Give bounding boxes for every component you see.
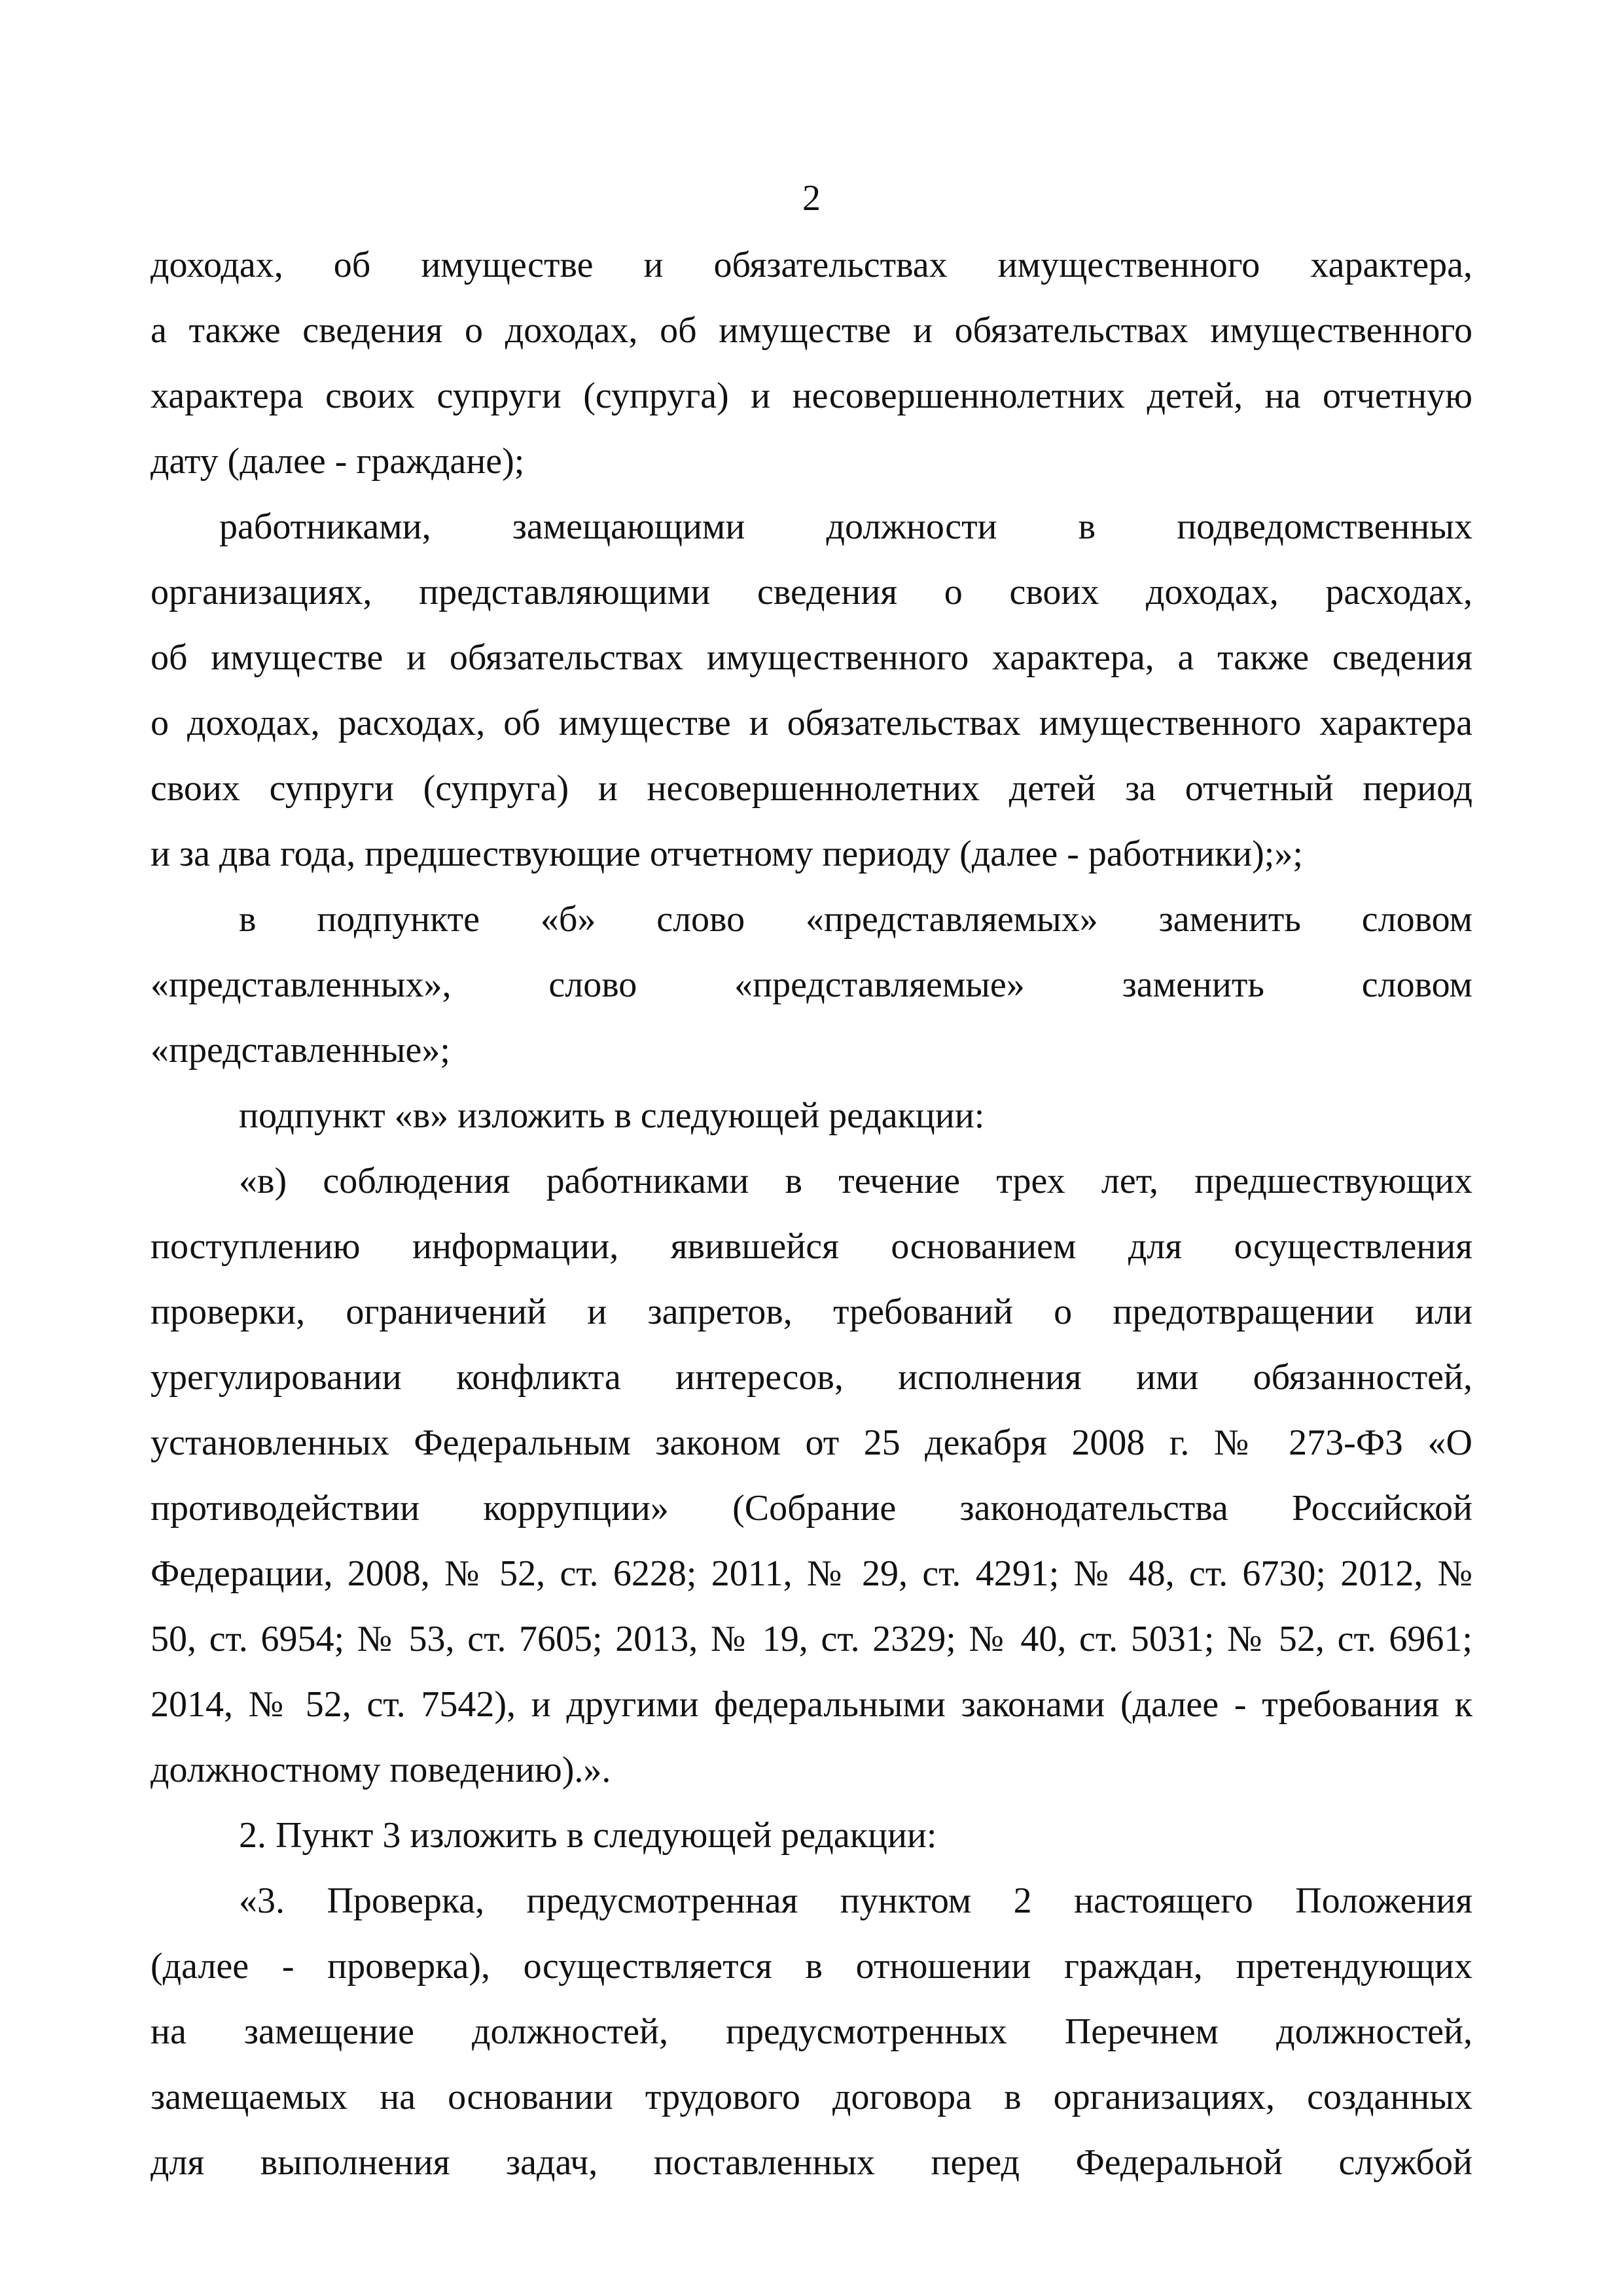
text-line: должностному поведению).». xyxy=(151,1750,611,1790)
text-line: для выполнения задач, поставленных перед Федеральной службой xyxy=(151,2142,1472,2183)
text-line: установленных Федеральным законом от 25 декабря 2008 г. № 273-ФЗ «О xyxy=(151,1422,1472,1463)
text-line: 2. Пункт 3 изложить в следующей редакции: xyxy=(239,1815,937,1856)
paragraph-workers xyxy=(151,494,1472,887)
text-line: «в) соблюдения работниками в течение трех лет, предшествующих xyxy=(239,1161,1472,1201)
document-body xyxy=(151,232,1472,2195)
text-line: Федерации, 2008, № 52, ст. 6228; 2011, № 29, ст. 4291; № 48, ст. 6730; 2012, № xyxy=(151,1553,1472,1594)
text-line: дату (далее - граждане); xyxy=(151,441,525,482)
paragraph-subpoint-v-text xyxy=(151,1148,1472,1803)
text-line: и за два года, предшествующие отчетному периоду (далее - работники);»; xyxy=(151,834,1303,874)
text-line: «3. Проверка, предусмотренная пунктом 2 настоящего Положения xyxy=(239,1881,1472,1921)
page-number: 2 xyxy=(802,178,821,219)
text-line: на замещение должностей, предусмотренных Перечнем должностей, xyxy=(151,2011,1472,2052)
text-line: «представленные»; xyxy=(151,1030,450,1070)
paragraph-subpoint-v-intro xyxy=(151,1083,1472,1148)
paragraph-point-3-text xyxy=(151,1868,1472,2195)
text-line: характера своих супруги (супруга) и несовершеннолетних детей, на отчетную xyxy=(151,376,1472,416)
paragraph-subpoint-b xyxy=(151,887,1472,1083)
text-line: доходах, об имуществе и обязательствах имущественного характера, xyxy=(151,245,1472,285)
text-line: организациях, представляющими сведения о своих доходах, расходах, xyxy=(151,572,1472,612)
text-line: своих супруги (супруга) и несовершеннолетних детей за отчетный период xyxy=(151,768,1472,809)
text-line: 2014, № 52, ст. 7542), и другими федеральными законами (далее - требования к xyxy=(151,1684,1472,1725)
text-line: противодействии коррупции» (Собрание законодательства Российской xyxy=(151,1488,1472,1528)
text-line: урегулировании конфликта интересов, исполнения ими обязанностей, xyxy=(151,1357,1472,1398)
text-line: о доходах, расходах, об имуществе и обязательствах имущественного характера xyxy=(151,703,1472,743)
text-line: «представленных», слово «представляемые» заменить словом xyxy=(151,964,1472,1005)
paragraph-point-2 xyxy=(151,1803,1472,1868)
text-line: в подпункте «б» слово «представляемых» заменить словом xyxy=(239,899,1472,940)
text-line: 50, ст. 6954; № 53, ст. 7605; 2013, № 19, ст. 2329; № 40, ст. 5031; № 52, ст. 6961; xyxy=(151,1619,1472,1659)
text-line: подпункт «в» изложить в следующей редакции: xyxy=(239,1095,985,1136)
paragraph-continuation xyxy=(151,232,1472,494)
text-line: замещаемых на основании трудового договора в организациях, созданных xyxy=(151,2077,1472,2117)
text-line: а также сведения о доходах, об имуществе и обязательствах имущественного xyxy=(151,310,1472,351)
text-line: работниками, замещающими должности в подведомственных xyxy=(219,506,1472,547)
text-line: об имуществе и обязательствах имущественного характера, а также сведения xyxy=(151,637,1472,678)
text-line: поступлению информации, явившейся основанием для осуществления xyxy=(151,1226,1472,1267)
text-line: проверки, ограничений и запретов, требований о предотвращении или xyxy=(151,1292,1472,1332)
text-line: (далее - проверка), осуществляется в отношении граждан, претендующих xyxy=(151,1946,1472,1987)
